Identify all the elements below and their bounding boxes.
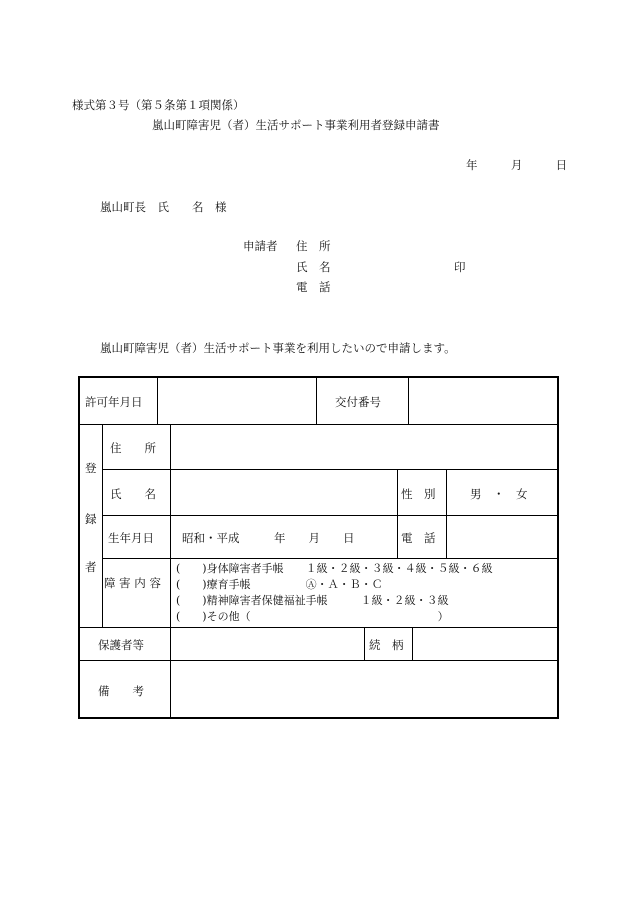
- registrant-char-2: 録: [85, 512, 97, 526]
- gender-label: 性 別: [401, 487, 436, 501]
- disability-item: ( )療育手帳 Ⓐ・Ａ・Ｂ・Ｃ: [176, 578, 383, 591]
- applicant-label: 申請者: [243, 239, 278, 253]
- date-line: [466, 157, 567, 173]
- application-statement: 嵐山町障害児（者）生活サポート事業を利用したいので申請します。: [100, 341, 456, 355]
- remarks-label: 備 考: [98, 684, 144, 698]
- addressee: 嵐山町長 氏 名 様: [100, 200, 227, 214]
- checkbox-paren[interactable]: ( ): [176, 610, 207, 623]
- registrant-char-3: 者: [85, 560, 97, 574]
- permit-date-label: 許可年月日: [85, 395, 143, 409]
- guardian-label: 保護者等: [98, 638, 144, 652]
- disability-item: ( )身体障害者手帳 １級・２級・３級・４級・５級・６級: [176, 562, 493, 575]
- disability-item: ( )その他（ ）: [176, 610, 449, 623]
- form-number: 様式第３号（第５条第１項関係）: [72, 98, 245, 112]
- checkbox-paren[interactable]: ( ): [176, 578, 207, 591]
- disability-label: 障 害 内 容: [104, 576, 161, 590]
- date-year: 年: [466, 158, 478, 172]
- birthdate-label: 生年月日: [108, 531, 154, 545]
- applicant-name-label: 氏 名: [296, 260, 331, 274]
- address-label: 住 所: [110, 441, 156, 455]
- form-title: 嵐山町障害児（者）生活サポート事業利用者登録申請書: [152, 118, 440, 132]
- birthdate-options: 昭和・平成 年 月 日: [182, 531, 355, 545]
- applicant-phone-label: 電 話: [296, 280, 331, 294]
- issue-number-label: 交付番号: [335, 395, 381, 409]
- seal-mark: 印: [454, 260, 466, 274]
- registrant-char-1: 登: [85, 461, 97, 475]
- date-month: 月: [510, 158, 523, 172]
- applicant-address-label: 住 所: [296, 239, 331, 253]
- phone-label: 電 話: [401, 531, 436, 545]
- date-day: 日: [555, 158, 568, 172]
- checkbox-paren[interactable]: ( ): [176, 594, 207, 607]
- checkbox-paren[interactable]: ( ): [176, 562, 207, 575]
- name-label: 氏 名: [110, 487, 156, 501]
- gender-options: 男 ・ 女: [470, 487, 528, 501]
- disability-item: ( )精神障害者保健福祉手帳 １級・２級・３級: [176, 594, 449, 607]
- relationship-label: 続 柄: [369, 638, 404, 652]
